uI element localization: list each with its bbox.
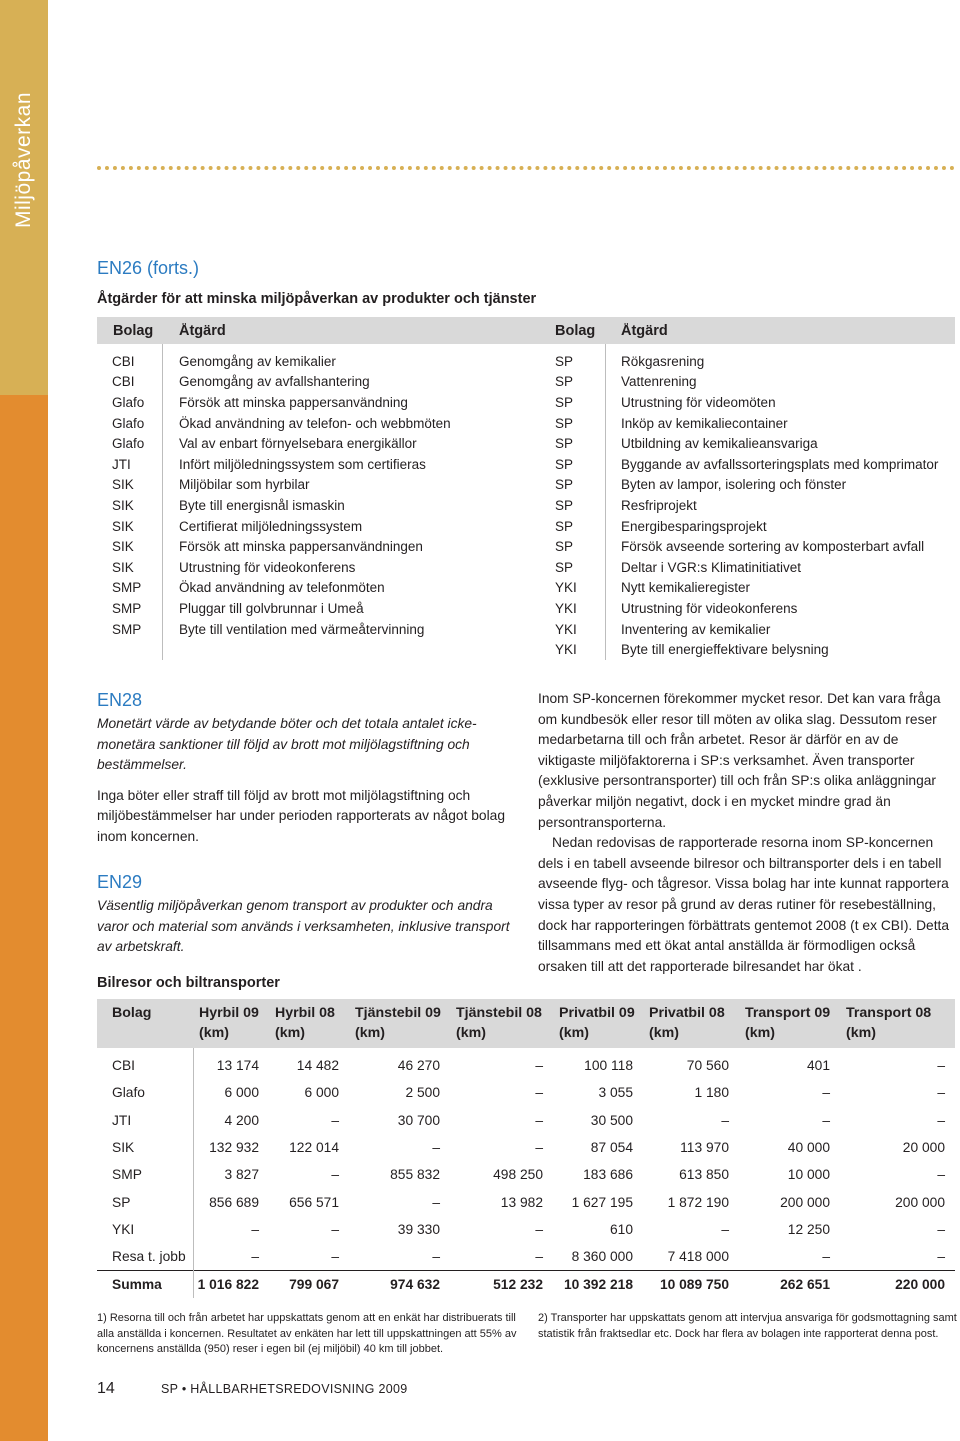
en28-description: Monetärt värde av betydande böter och det totala antalet icke-monetära sanktioner till följd av brott mot miljölagstiftning och bestämmelser. xyxy=(97,716,477,773)
bil-cell-value: – xyxy=(937,1167,945,1183)
bil-cell-value: 87 054 xyxy=(590,1140,633,1156)
actions-table-title: Åtgärder för att minska miljöpåverkan av produkter och tjänster xyxy=(97,291,537,307)
bil-row-label: JTI xyxy=(112,1112,132,1128)
row-atgard-2: Rökgasrening xyxy=(621,353,705,369)
row-atgard-1: Försök att minska pappersanvändningen xyxy=(179,539,423,555)
bil-table-title: Bilresor och biltransporter xyxy=(97,975,280,991)
bil-cell-value: 13 174 xyxy=(216,1058,259,1074)
bil-cell-value: – xyxy=(822,1249,830,1265)
bil-cell-value: – xyxy=(822,1112,830,1128)
bil-cell-value: 10 392 218 xyxy=(563,1277,633,1293)
bil-cell-value: 799 067 xyxy=(289,1277,339,1293)
bil-cell-value: 20 000 xyxy=(902,1140,945,1156)
bil-cell-value: 401 xyxy=(806,1058,830,1074)
row-bolag-2: YKI xyxy=(555,642,577,658)
bil-header-line-1: Privatbil 09 xyxy=(559,1005,635,1021)
bil-cell-value: 498 250 xyxy=(493,1167,543,1183)
column-divider xyxy=(193,1048,194,1298)
row-atgard-1: Val av enbart förnyelsebara energikällor xyxy=(179,436,417,452)
bil-header-line-1: Transport 09 xyxy=(745,1005,831,1021)
row-atgard-2: Deltar i VGR:s Klimatinitiativet xyxy=(621,559,802,575)
en28-section xyxy=(97,690,522,848)
row-bolag-1: CBI xyxy=(112,353,135,369)
bil-cell-value: 12 250 xyxy=(787,1221,830,1237)
bil-cell-value: 100 118 xyxy=(584,1058,633,1074)
bil-header-cell xyxy=(553,999,643,1048)
table-row xyxy=(97,578,955,599)
table-row xyxy=(97,1134,955,1161)
bil-cell-value: 1 872 190 xyxy=(667,1194,729,1210)
row-bolag-2: YKI xyxy=(555,580,577,596)
sidebar-title-text: Miljöpåverkan xyxy=(12,91,35,229)
row-bolag-1: SIK xyxy=(112,497,134,513)
bil-table-header xyxy=(97,999,955,1048)
en28-text: Inga böter eller straff till följd av brott mot miljölagstiftning och miljöbestämmelser har under perioden rapporterats av något bolag inom koncernen. xyxy=(97,787,506,844)
bil-header-line-2: (km) xyxy=(456,1025,486,1041)
bil-cell-value: 200 000 xyxy=(895,1194,945,1210)
row-atgard-1: Genomgång av kemikalier xyxy=(179,353,336,369)
bil-cell-value: – xyxy=(535,1085,543,1101)
bil-header-line-1: Hyrbil 08 xyxy=(275,1005,335,1021)
bil-cell-value: 6 000 xyxy=(224,1085,259,1101)
bil-header-line-1: Transport 08 xyxy=(846,1005,932,1021)
column-divider xyxy=(605,344,606,660)
bil-cell-value: 512 232 xyxy=(493,1277,543,1293)
sum-row xyxy=(97,1270,955,1297)
row-atgard-2: Resfriprojekt xyxy=(621,497,697,513)
bil-cell-value: – xyxy=(432,1194,440,1210)
bil-cell-value: – xyxy=(535,1249,543,1265)
bil-cell-value: 610 xyxy=(609,1221,633,1237)
row-bolag-1: SMP xyxy=(112,600,142,616)
bil-row-label: Resa t. jobb xyxy=(112,1249,186,1265)
en29-section xyxy=(97,872,522,958)
bil-cell-value: 220 000 xyxy=(895,1277,945,1293)
row-atgard-1: Ökad användning av telefonmöten xyxy=(179,580,385,596)
actions-table-header xyxy=(97,317,955,344)
bil-cell-value: 7 418 000 xyxy=(667,1249,729,1265)
bil-cell-value: – xyxy=(822,1085,830,1101)
row-atgard-2: Vattenrening xyxy=(621,374,697,390)
row-atgard-2: Utbildning av kemikalieansvariga xyxy=(621,436,818,452)
bil-header-cell xyxy=(643,999,739,1048)
row-atgard-2: Byten av lampor, isolering och fönster xyxy=(621,477,847,493)
row-atgard-2: Utrustning för videomöten xyxy=(621,394,776,410)
table-row xyxy=(97,372,955,393)
bil-cell-value: – xyxy=(937,1085,945,1101)
bil-cell-value: 855 832 xyxy=(390,1167,440,1183)
bil-table xyxy=(97,999,955,1298)
bil-row-label: YKI xyxy=(112,1221,135,1237)
row-bolag-2: YKI xyxy=(555,600,577,616)
row-atgard-2: Utrustning för videokonferens xyxy=(621,600,798,616)
bil-cell-value: – xyxy=(937,1112,945,1128)
bil-row-label: SMP xyxy=(112,1167,142,1183)
row-bolag-2: SP xyxy=(555,374,574,390)
column-divider xyxy=(162,344,163,660)
bil-cell-value: – xyxy=(721,1112,729,1128)
row-atgard-1: Försök att minska pappersanvändning xyxy=(179,394,408,410)
row-atgard-1: Utrustning för videokonferens xyxy=(179,559,356,575)
footnote-1: 1) Resorna till och från arbetet har uppskattats genom att en enkät har distribuerats till alla anställda i koncernen. Resultatet av enkäten har lett till uppskattningen att 55% av koncernens anställda (950) reser i egen bil (ej miljöbil) 40 km till jobbet. xyxy=(97,1312,517,1355)
table-row xyxy=(97,1188,955,1215)
bil-cell-value: – xyxy=(937,1249,945,1265)
row-atgard-2: Inventering av kemikalier xyxy=(621,621,771,637)
row-bolag-1: SIK xyxy=(112,539,134,555)
sidebar-bottom-band xyxy=(0,395,48,1441)
table-row xyxy=(97,413,955,434)
row-bolag-1: SMP xyxy=(112,580,142,596)
bil-cell-value: 6 000 xyxy=(304,1085,339,1101)
bil-cell-value: 14 482 xyxy=(296,1058,339,1074)
bil-cell-value: – xyxy=(535,1058,543,1074)
header-atgard-2: Åtgärd xyxy=(621,322,668,339)
row-atgard-2: Energibesparingsprojekt xyxy=(621,518,767,534)
bil-cell-value: 656 571 xyxy=(289,1194,339,1210)
row-bolag-2: SP xyxy=(555,518,574,534)
table-row xyxy=(97,536,955,557)
transport-paragraph-2: Nedan redovisas de rapporterade resorna inom SP-koncernen dels i en tabell avseende bilresor och biltransporter dels i en tabell avseende flyg- och tågresor. Vissa bolag har inte kunnat rapportera vissa typer av resor på grund av deras rutiner för resebeställning, dock har rapporteringen förbättrats gentemot 2008 (t ex CBI). Detta tillsammans med ett ökat antal anställda är förmodligen också orsaken till att det rapporterade bilresandet har ökat . xyxy=(538,835,950,974)
table-row xyxy=(97,1107,955,1134)
bil-row-label: Summa xyxy=(112,1277,162,1293)
bil-header-line-2: (km) xyxy=(559,1025,589,1041)
row-bolag-1: Glafo xyxy=(112,436,145,452)
bil-header-line-1: Tjänstebil 08 xyxy=(456,1005,542,1021)
row-atgard-1: Ökad användning av telefon- och webbmöten xyxy=(179,415,451,431)
bil-header-line-1: Hyrbil 09 xyxy=(199,1005,259,1021)
actions-table-body xyxy=(97,344,955,660)
bil-cell-value: – xyxy=(535,1221,543,1237)
row-bolag-1: SIK xyxy=(112,559,134,575)
actions-table xyxy=(97,317,955,660)
header-atgard-1: Åtgärd xyxy=(179,322,226,339)
row-bolag-2: SP xyxy=(555,559,574,575)
page-number: 14 xyxy=(97,1380,115,1397)
bil-row-label: SIK xyxy=(112,1140,135,1156)
bil-cell-value: 113 970 xyxy=(680,1140,729,1156)
row-bolag-2: SP xyxy=(555,477,574,493)
bil-row-label: Glafo xyxy=(112,1085,145,1101)
sidebar-title xyxy=(0,35,48,285)
row-atgard-2: Försök avseende sortering av komposterbart avfall xyxy=(621,539,925,555)
bil-header-cell xyxy=(840,999,955,1048)
bil-cell-value: 8 360 000 xyxy=(571,1249,633,1265)
bil-cell-value: 10 089 750 xyxy=(659,1277,729,1293)
bil-cell-value: 3 827 xyxy=(224,1167,259,1183)
publication-name: SP • HÅLLBARHETSREDOVISNING 2009 xyxy=(161,1382,408,1396)
bil-cell-value: 30 500 xyxy=(590,1112,633,1128)
bil-cell-value: – xyxy=(432,1249,440,1265)
bil-cell-value: 1 627 195 xyxy=(571,1194,633,1210)
bil-cell-value: 13 982 xyxy=(500,1194,543,1210)
bil-cell-value: 856 689 xyxy=(209,1194,259,1210)
row-atgard-2: Byte till energieffektivare belysning xyxy=(621,642,829,658)
row-bolag-2: SP xyxy=(555,436,574,452)
table-row xyxy=(97,475,955,496)
bil-cell-value: 3 055 xyxy=(598,1085,633,1101)
bil-cell-value: 4 200 xyxy=(224,1112,259,1128)
row-atgard-2: Byggande av avfallssorteringsplats med komprimator xyxy=(621,456,939,472)
bil-header-cell xyxy=(269,999,349,1048)
bil-cell-value: 39 330 xyxy=(397,1221,440,1237)
table-row xyxy=(97,516,955,537)
table-row xyxy=(97,351,955,372)
row-bolag-2: SP xyxy=(555,415,574,431)
row-bolag-1: Glafo xyxy=(112,394,145,410)
bil-header-cell xyxy=(739,999,840,1048)
bil-cell-value: 30 700 xyxy=(397,1112,440,1128)
bil-cell-value: 122 014 xyxy=(289,1140,339,1156)
bil-cell-value: 183 686 xyxy=(583,1167,633,1183)
row-bolag-2: SP xyxy=(555,394,574,410)
row-atgard-2: Inköp av kemikaliecontainer xyxy=(621,415,788,431)
bil-cell-value: 200 000 xyxy=(780,1194,830,1210)
en29-heading: EN29 xyxy=(97,872,143,892)
table-row xyxy=(97,619,955,640)
header-bolag-1: Bolag xyxy=(113,322,154,339)
bil-header-line-2: (km) xyxy=(745,1025,775,1041)
table-row xyxy=(97,1161,955,1188)
bil-table-body xyxy=(97,1048,955,1298)
bil-cell-value: – xyxy=(331,1167,339,1183)
en29-description: Väsentlig miljöpåverkan genom transport av produkter och andra varor och material som används i verksamheten, inklusive transport av arbetskraft. xyxy=(97,898,510,955)
bil-cell-value: – xyxy=(331,1112,339,1128)
transport-paragraph-1: Inom SP-koncernen förekommer mycket resor. Det kan vara fråga om kundbesök eller resor till möten av olika slag. Dessutom reser medarbetarna till och från arbetet. Resor är därför en av de viktigaste miljöfaktorerna i SP:s verksamhet. Även transporter (exklusive persontransporter) till och från SP:s olika anläggningar påverkar miljön negativt, dock i en mycket mindre grad än persontransporterna. xyxy=(538,691,941,830)
table-row xyxy=(97,1052,955,1079)
en26-heading: EN26 (forts.) xyxy=(97,258,200,278)
bil-header-line-2: (km) xyxy=(199,1025,229,1041)
bil-header-cell xyxy=(450,999,553,1048)
row-atgard-2: Nytt kemikalieregister xyxy=(621,580,751,596)
bil-cell-value: – xyxy=(432,1140,440,1156)
table-row xyxy=(97,598,955,619)
bil-cell-value: – xyxy=(331,1221,339,1237)
bil-cell-value: – xyxy=(535,1112,543,1128)
bil-header-line-1: Tjänstebil 09 xyxy=(355,1005,441,1021)
bil-cell-value: 2 500 xyxy=(405,1085,440,1101)
bil-header-line-2: (km) xyxy=(355,1025,385,1041)
bil-cell-value: 46 270 xyxy=(397,1058,440,1074)
table-row xyxy=(97,1216,955,1243)
bil-header-line-1: Privatbil 08 xyxy=(649,1005,725,1021)
bil-row-label: CBI xyxy=(112,1058,135,1074)
page-footer xyxy=(97,1380,407,1398)
bil-header-cell xyxy=(349,999,450,1048)
row-atgard-1: Byte till energisnål ismaskin xyxy=(179,497,345,513)
table-row xyxy=(97,454,955,475)
bil-header-line-2: (km) xyxy=(846,1025,876,1041)
table-row xyxy=(97,1079,955,1106)
row-bolag-1: CBI xyxy=(112,374,135,390)
bil-cell-value: 1 016 822 xyxy=(197,1277,259,1293)
row-bolag-1: Glafo xyxy=(112,415,145,431)
row-bolag-2: YKI xyxy=(555,621,577,637)
bil-cell-value: 613 850 xyxy=(679,1167,729,1183)
bil-cell-value: – xyxy=(535,1140,543,1156)
row-atgard-1: Genomgång av avfallshantering xyxy=(179,374,370,390)
table-row xyxy=(97,495,955,516)
footnote-2: 2) Transporter har uppskattats genom att intervjua ansvariga för godsmottagning samt statistik från fraktsedlar etc. Dock har flera av bolagen inte rapporterat denna post. xyxy=(538,1312,957,1340)
bil-cell-value: – xyxy=(721,1221,729,1237)
bil-header-line-2: (km) xyxy=(275,1025,305,1041)
bil-header-cell xyxy=(193,999,269,1048)
bil-row-label: SP xyxy=(112,1194,131,1210)
row-bolag-2: SP xyxy=(555,497,574,513)
bil-cell-value: – xyxy=(251,1249,259,1265)
row-atgard-1: Miljöbilar som hyrbilar xyxy=(179,477,310,493)
bil-cell-value: – xyxy=(331,1249,339,1265)
row-bolag-2: SP xyxy=(555,539,574,555)
row-bolag-1: SIK xyxy=(112,518,134,534)
bil-cell-value: 40 000 xyxy=(787,1140,830,1156)
header-bolag-2: Bolag xyxy=(555,322,596,339)
row-bolag-2: SP xyxy=(555,456,574,472)
bil-cell-value: – xyxy=(251,1221,259,1237)
bil-cell-value: 1 180 xyxy=(694,1085,729,1101)
row-atgard-1: Infört miljöledningssystem som certifieras xyxy=(179,456,426,472)
table-row xyxy=(97,392,955,413)
row-atgard-1: Byte till ventilation med värmeåtervinning xyxy=(179,621,425,637)
table-row xyxy=(97,557,955,578)
table-row xyxy=(97,639,955,660)
row-bolag-1: SMP xyxy=(112,621,142,637)
transport-text xyxy=(538,689,958,977)
row-atgard-1: Certifierat miljöledningssystem xyxy=(179,518,363,534)
row-bolag-1: SIK xyxy=(112,477,134,493)
sidebar xyxy=(0,0,48,1441)
bil-cell-value: – xyxy=(937,1221,945,1237)
table-row xyxy=(97,1243,955,1270)
bil-header-line-1: Bolag xyxy=(112,1005,152,1021)
bil-header-cell xyxy=(97,999,193,1048)
table-row xyxy=(97,433,955,454)
bil-cell-value: 132 932 xyxy=(209,1140,259,1156)
en28-heading: EN28 xyxy=(97,690,143,710)
row-bolag-1: JTI xyxy=(112,456,131,472)
bil-cell-value: 70 560 xyxy=(686,1058,729,1074)
bil-cell-value: 10 000 xyxy=(787,1167,830,1183)
row-bolag-2: SP xyxy=(555,353,574,369)
row-atgard-1: Pluggar till golvbrunnar i Umeå xyxy=(179,600,364,616)
bil-cell-value: 262 651 xyxy=(780,1277,830,1293)
bil-cell-value: – xyxy=(937,1058,945,1074)
dotted-divider xyxy=(97,166,955,172)
bil-header-line-2: (km) xyxy=(649,1025,679,1041)
bil-cell-value: 974 632 xyxy=(390,1277,440,1293)
